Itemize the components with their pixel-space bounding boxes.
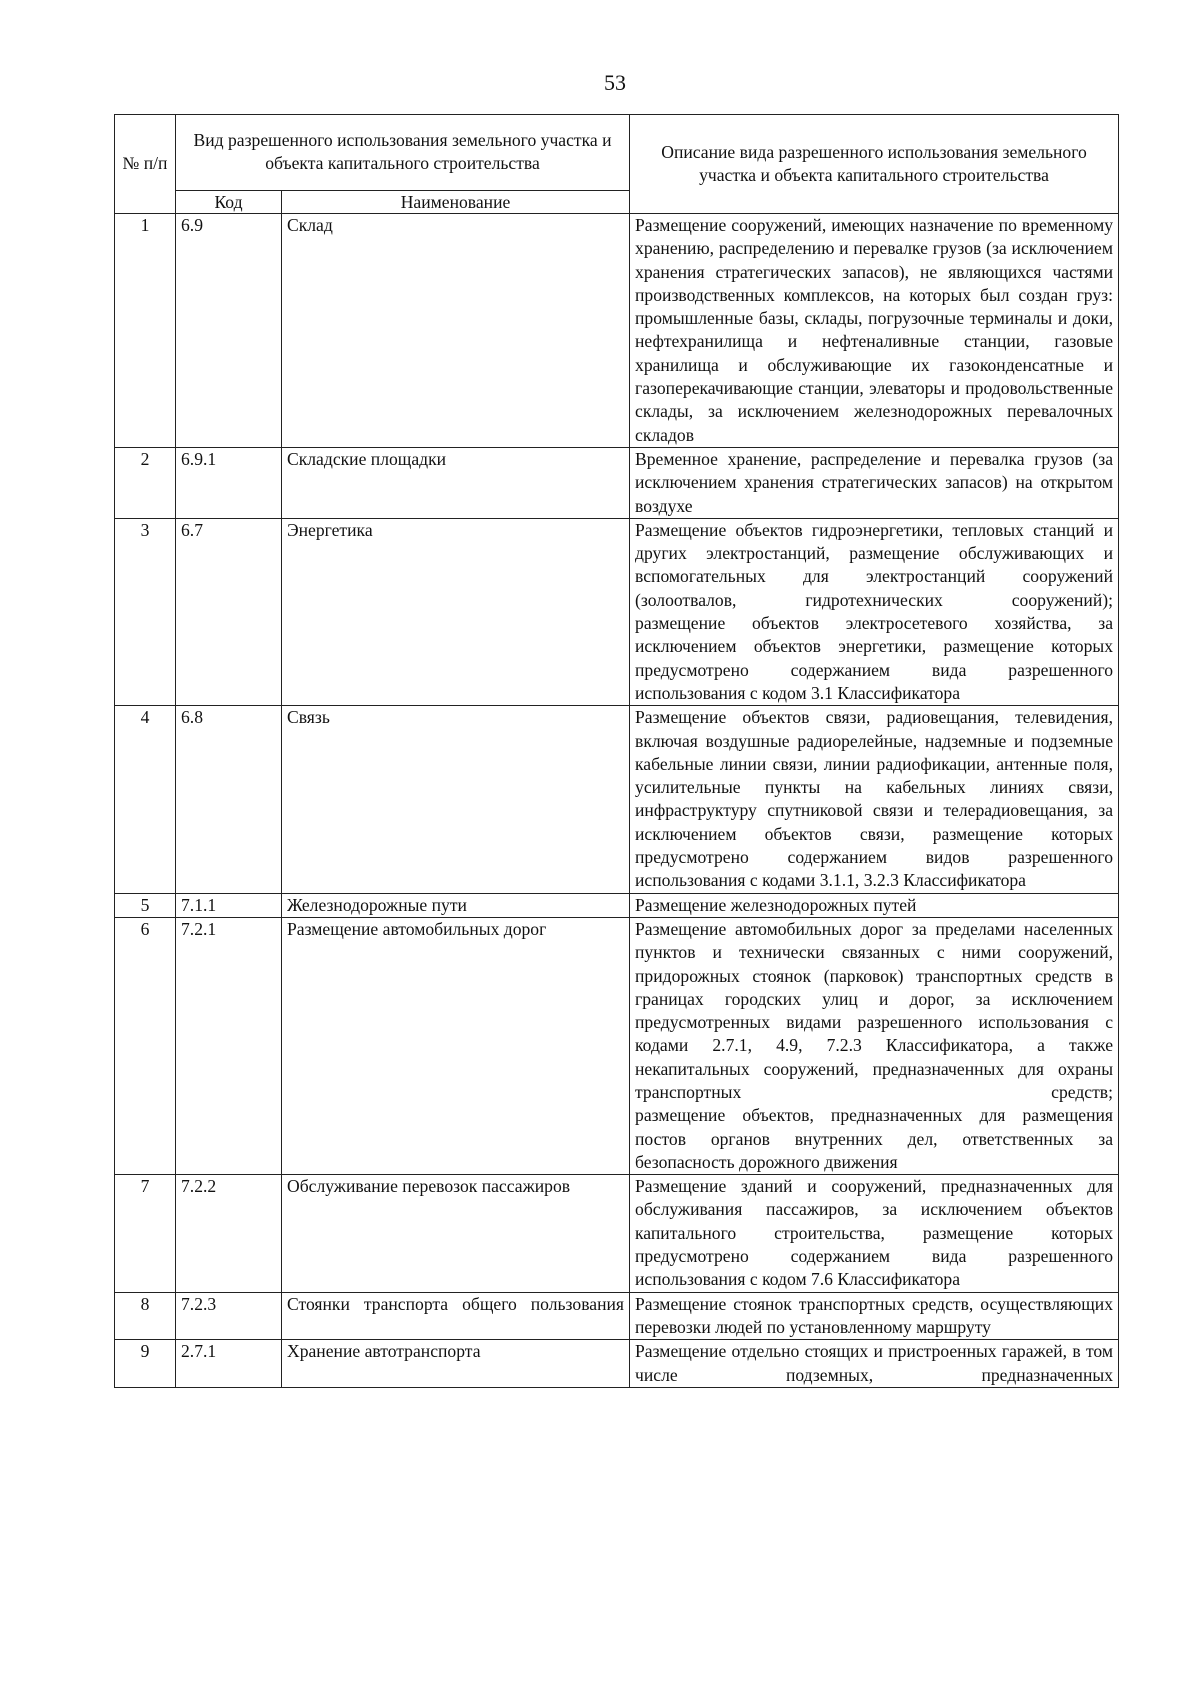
description-paragraph: Размещение зданий и сооружений, предназначенных для обслуживания пассажиров, за исключением объектов капитального строительства, размещение которых предусмотрено содержанием вида разрешенного использования с кодом 7.6 Классификатора	[635, 1176, 1114, 1290]
row-description-cell	[630, 893, 1119, 917]
row-code-cell: 6.9	[176, 214, 282, 448]
description-paragraph: Размещение автомобильных дорог за пределами населенных пунктов и технически связанных с ними сооружений, придорожных стоянок (парковок) транспортных средств в границах городских улиц и дорог, за исключением предусмотренных видами разрешенного использования с кодами 2.7.1, 4.9, 7.2.3 Классификатора, а также некапитальных сооружений, предназначенных для охраны транспортных средств;	[635, 918, 1114, 1102]
row-description-cell	[630, 1340, 1119, 1388]
row-description-cell	[630, 1175, 1119, 1292]
row-code-cell: 7.1.1	[176, 893, 282, 917]
header-description: Описание вида разрешенного использования земельного участка и объекта капитального строительства	[630, 115, 1119, 214]
header-name: Наименование	[282, 190, 630, 213]
row-name-cell: Склад	[282, 214, 630, 448]
table-row	[115, 1175, 1119, 1292]
row-description-cell	[630, 917, 1119, 1174]
header-code: Код	[176, 190, 282, 213]
table-row	[115, 893, 1119, 917]
row-name-cell: Обслуживание перевозок пассажиров	[282, 1175, 630, 1292]
description-paragraph: Временное хранение, распределение и перевалка грузов (за исключением хранения стратегических запасов) на открытом воздухе	[635, 448, 1114, 516]
row-code-cell: 6.9.1	[176, 447, 282, 518]
row-name-cell: Хранение автотранспорта	[282, 1340, 630, 1388]
table-row	[115, 1340, 1119, 1388]
description-paragraph: Размещение железнодорожных путей	[635, 894, 917, 915]
row-number-cell: 3	[115, 518, 176, 705]
table-row	[115, 447, 1119, 518]
row-number-cell: 2	[115, 447, 176, 518]
description-paragraph: Размещение сооружений, имеющих назначение по временному хранению, распределению и перевалке грузов (за исключением хранения стратегических запасов), не являющихся частями производственных комплексов, на которых был создан груз: промышленные базы, склады, погрузочные терминалы и доки, нефтехранилища и нефтеналивные станции, газовые хранилища и обслуживающие их газоконденсатные и газоперекачивающие станции, элеваторы и продовольственные склады, за исключением железнодорожных перевалочных складов	[635, 215, 1114, 445]
row-name-cell: Железнодорожные пути	[282, 893, 630, 917]
row-description-cell	[630, 214, 1119, 448]
row-name-cell: Энергетика	[282, 518, 630, 705]
row-code-cell: 7.2.2	[176, 1175, 282, 1292]
row-description-cell	[630, 518, 1119, 705]
page-number: 53	[604, 70, 626, 95]
row-number-cell: 9	[115, 1340, 176, 1388]
row-name-cell: Стоянки транспорта общего пользования	[282, 1292, 630, 1340]
table-row	[115, 1292, 1119, 1340]
row-name-cell: Связь	[282, 706, 630, 893]
description-paragraph: размещение объектов электросетевого хозяйства, за исключением объектов энергетики, размещение которых предусмотрено содержанием вида разрешенного использования с кодом 3.1 Классификатора	[635, 613, 1114, 703]
row-description-cell	[630, 706, 1119, 893]
table-row	[115, 706, 1119, 893]
header-number: № п/п	[115, 115, 176, 214]
row-description-cell	[630, 447, 1119, 518]
description-paragraph: Размещение объектов гидроэнергетики, тепловых станций и других электростанций, размещение обслуживающих и вспомогательных для электростанций сооружений (золоотвалов, гидротехнических сооружений);	[635, 519, 1114, 610]
row-code-cell: 7.2.3	[176, 1292, 282, 1340]
row-number-cell: 7	[115, 1175, 176, 1292]
description-paragraph: размещение объектов, предназначенных для размещения постов органов внутренних дел, ответственных за безопасность дорожного движения	[635, 1105, 1114, 1172]
table-row	[115, 518, 1119, 705]
row-number-cell: 4	[115, 706, 176, 893]
row-code-cell: 6.8	[176, 706, 282, 893]
table-row	[115, 917, 1119, 1174]
row-code-cell: 7.2.1	[176, 917, 282, 1174]
table-row	[115, 214, 1119, 448]
row-number-cell: 1	[115, 214, 176, 448]
row-code-cell: 2.7.1	[176, 1340, 282, 1388]
row-number-cell: 6	[115, 917, 176, 1174]
row-name-cell: Складские площадки	[282, 447, 630, 518]
row-number-cell: 5	[115, 893, 176, 917]
description-paragraph: Размещение стоянок транспортных средств, осуществляющих перевозки людей по установленному маршруту	[635, 1293, 1114, 1337]
description-paragraph: Размещение объектов связи, радиовещания, телевидения, включая воздушные радиорелейные, надземные и подземные кабельные линии связи, линии радиофикации, антенные поля, усилительные пункты на кабельных линиях связи, инфраструктуру спутниковой связи и телерадиовещания, за исключением объектов связи, размещение которых предусмотрено содержанием видов разрешенного использования с кодами 3.1.1, 3.2.3 Классификатора	[635, 707, 1114, 891]
row-code-cell: 6.7	[176, 518, 282, 705]
row-name-cell: Размещение автомобильных дорог	[282, 917, 630, 1174]
land-use-table	[114, 114, 1119, 1388]
row-number-cell: 8	[115, 1292, 176, 1340]
description-paragraph: Размещение отдельно стоящих и пристроенных гаражей, в том числе подземных, предназначенных	[635, 1341, 1114, 1385]
table-body	[115, 214, 1119, 1388]
header-kind-group: Вид разрешенного использования земельного участка и объекта капитального строительства	[176, 115, 630, 191]
row-description-cell	[630, 1292, 1119, 1340]
